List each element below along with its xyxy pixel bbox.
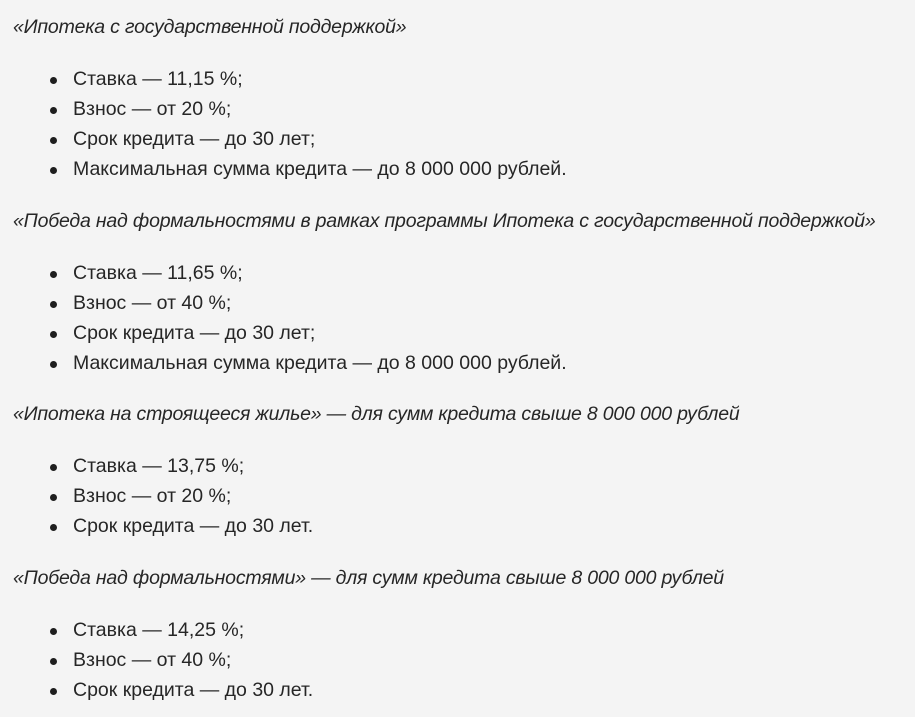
program-title: «Победа над формальностями в рамках программы Ипотека с государственной поддержкой» xyxy=(13,210,876,232)
program-section xyxy=(13,12,915,184)
list-item-text: Срок кредита — до 30 лет. xyxy=(73,515,314,537)
list-item-text: Ставка — 11,65 %; xyxy=(73,262,243,284)
list-item xyxy=(13,288,915,318)
list-item xyxy=(13,124,915,154)
program-title: «Ипотека с государственной поддержкой» xyxy=(13,16,407,38)
list-item-text: Ставка — 11,15 %; xyxy=(73,68,243,90)
list-item xyxy=(13,645,915,675)
bullet-icon xyxy=(50,658,57,665)
list-item xyxy=(13,94,915,124)
bullet-icon xyxy=(50,494,57,501)
list-item xyxy=(13,348,915,378)
list-item xyxy=(13,64,915,94)
bullet-icon xyxy=(50,524,57,531)
list-item-text: Срок кредита — до 30 лет; xyxy=(73,322,316,344)
program-conditions-list xyxy=(13,258,915,378)
list-item xyxy=(13,154,915,184)
list-item xyxy=(13,451,915,481)
bullet-icon xyxy=(50,167,57,174)
list-item xyxy=(13,481,915,511)
bullet-icon xyxy=(50,77,57,84)
list-item-text: Максимальная сумма кредита — до 8 000 000 рублей. xyxy=(73,352,567,374)
list-item-text: Ставка — 14,25 %; xyxy=(73,619,245,641)
list-item-text: Взнос — от 20 %; xyxy=(73,485,232,507)
list-item xyxy=(13,258,915,288)
list-item xyxy=(13,318,915,348)
list-item-text: Срок кредита — до 30 лет. xyxy=(73,679,314,701)
list-item xyxy=(13,615,915,645)
bullet-icon xyxy=(50,361,57,368)
program-conditions-list xyxy=(13,615,915,705)
bullet-icon xyxy=(50,688,57,695)
bullet-icon xyxy=(50,301,57,308)
bullet-icon xyxy=(50,331,57,338)
program-title: «Ипотека на строящееся жилье» — для сумм кредита свыше 8 000 000 рублей xyxy=(13,403,740,425)
program-section xyxy=(13,563,915,705)
program-conditions-list xyxy=(13,64,915,184)
program-section xyxy=(13,399,915,541)
bullet-icon xyxy=(50,137,57,144)
bullet-icon xyxy=(50,107,57,114)
list-item-text: Максимальная сумма кредита — до 8 000 000 рублей. xyxy=(73,158,567,180)
list-item xyxy=(13,511,915,541)
list-item-text: Ставка — 13,75 %; xyxy=(73,455,245,477)
bullet-icon xyxy=(50,271,57,278)
program-title: «Победа над формальностями» — для сумм кредита свыше 8 000 000 рублей xyxy=(13,567,724,589)
list-item-text: Срок кредита — до 30 лет; xyxy=(73,128,316,150)
list-item-text: Взнос — от 40 %; xyxy=(73,292,232,314)
bullet-icon xyxy=(50,464,57,471)
program-section xyxy=(13,206,915,378)
list-item-text: Взнос — от 20 %; xyxy=(73,98,232,120)
program-conditions-list xyxy=(13,451,915,541)
list-item xyxy=(13,675,915,705)
bullet-icon xyxy=(50,628,57,635)
list-item-text: Взнос — от 40 %; xyxy=(73,649,232,671)
